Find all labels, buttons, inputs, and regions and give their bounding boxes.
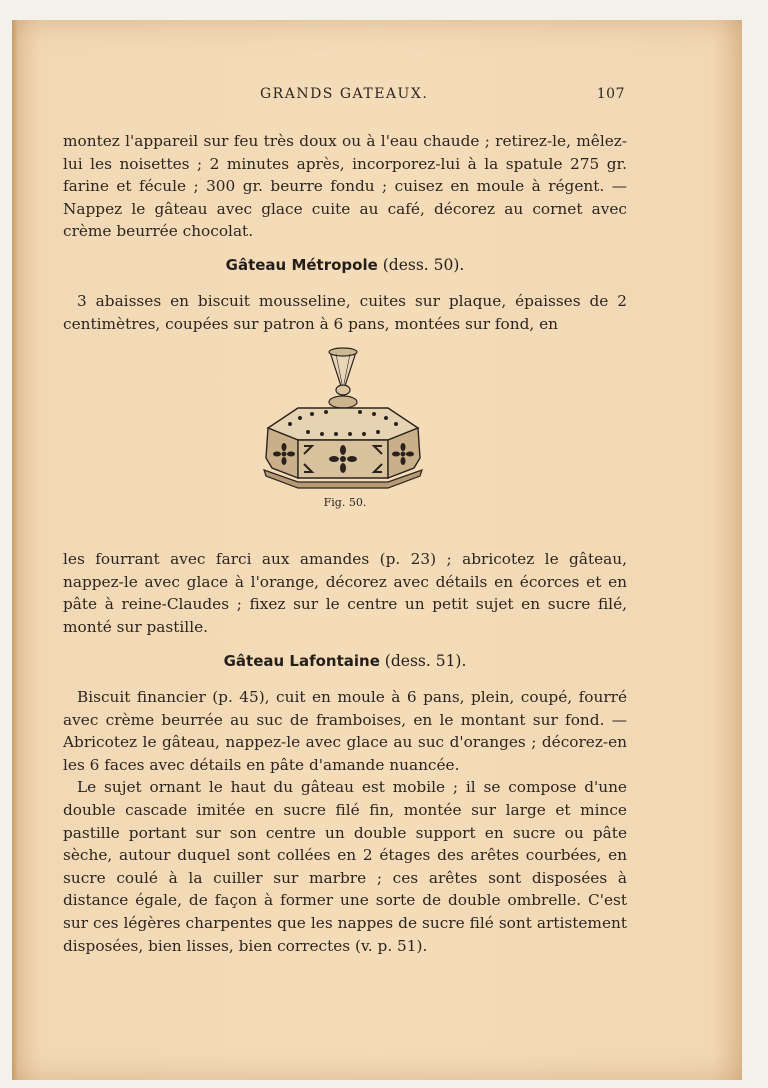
paragraph-3: les fourrant avec farci aux amandes (p. 23) ; abricotez le gâteau, nappez-le avec glace à l'orange, décorez avec détails en écorces et en pâte à reine-Claudes ; fixez sur le centre un petit sujet en sucre filé, monté sur pastille. <box>63 550 627 636</box>
heading-2-name: Gâteau Lafontaine <box>223 652 380 670</box>
heading-gateau-metropole <box>63 256 627 274</box>
paragraph-4: Biscuit financier (p. 45), cuit en moule à 6 pans, plein, coupé, fourré avec crème beurrée au suc de framboises, en le montant sur fond. — Abricotez le gâteau, nappez-le avec glace au suc d'oranges ; décorez-en les 6 faces avec détails en pâte d'amande nuancée. <box>63 688 627 774</box>
paragraph-intro <box>63 130 627 243</box>
figure-caption: Fig. 50. <box>323 496 367 509</box>
heading-2-ref: (dess. 51). <box>379 652 467 670</box>
heading-1-ref: (dess. 50). <box>377 256 465 274</box>
paragraph-metropole-start <box>63 290 627 335</box>
running-title: GRANDS GATEAUX. <box>260 86 429 102</box>
paragraph-lafontaine <box>63 686 627 957</box>
paragraph-5: Le sujet ornant le haut du gâteau est mobile ; il se compose d'une double cascade imitée en sucre filé fin, montée sur large et mince pastille portant sur son centre un double support en sucre ou pâte sèche, autour duquel sont collées en 2 étages des arêtes courbées, en sucre coulé à la cuiller sur marbre ; ces arêtes sont disposées à distance égale, de façon à former une sorte de double ombrelle. C'est sur ces légères charpentes que les nappes de sucre filé sont artistement disposées, bien lisses, bien correctes (v. p. 51). <box>63 778 627 955</box>
paragraph-metropole-end <box>63 548 627 638</box>
heading-gateau-lafontaine <box>63 652 627 670</box>
paragraph-1: montez l'appareil sur feu très doux ou à l'eau chaude ; retirez-le, mêlez-lui les noisettes ; 2 minutes après, incorporez-lui à la spatule 275 gr. farine et fécule ; 300 gr. beurre fondu ; cuisez en moule à régent. — Nappez le gâteau avec glace cuite au café, décorez au cornet avec crème beurrée chocolat. <box>63 132 627 241</box>
paragraph-2: 3 abaisses en biscuit mousseline, cuites sur plaque, épaisses de 2 centimètres, coupées sur patron à 6 pans, montées sur fond, en <box>63 292 627 333</box>
figure-50-illustration <box>228 330 458 490</box>
page-number: 107 <box>596 86 625 102</box>
heading-1-name: Gâteau Métropole <box>225 256 378 274</box>
